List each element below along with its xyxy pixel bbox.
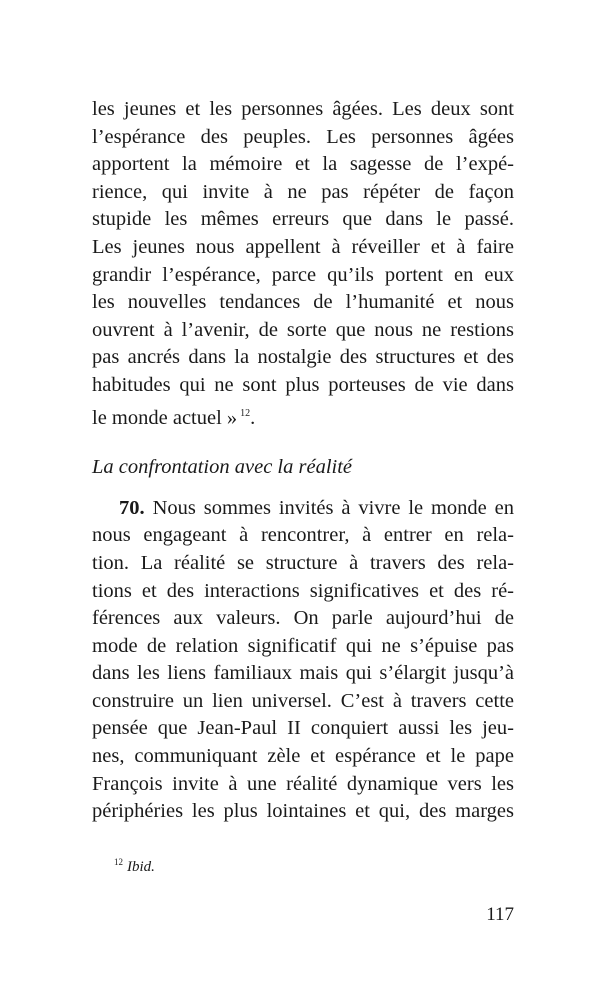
paragraph-number: 70. xyxy=(119,496,145,519)
footnote-mark: 12 xyxy=(114,857,123,867)
text-line-first xyxy=(92,495,514,523)
text-line: stupide les mêmes erreurs que dans le passé. xyxy=(92,208,514,231)
text-line: l’espérance des peuples. Les personnes âgées xyxy=(92,125,514,148)
paragraph-1 xyxy=(92,96,514,427)
page-body xyxy=(92,96,514,826)
footnote-text: Ibid. xyxy=(127,859,155,875)
first-line-text: Nous sommes invités à vivre le monde en xyxy=(152,496,514,519)
footnote xyxy=(114,852,155,877)
text-line: François invite à une réalité dynamique vers les xyxy=(92,772,514,795)
text-line-last xyxy=(92,400,514,428)
text-line: ouvrent à l’avenir, de sorte que nous ne restions xyxy=(92,318,514,341)
text-line: tion. La réalité se structure à travers des rela- xyxy=(92,551,514,574)
text-line: périphéries les plus lointaines et qui, des marges xyxy=(92,800,514,823)
text-line: Les jeunes nous appellent à réveiller et à faire xyxy=(92,235,514,258)
text-line: grandir l’espérance, parce qu’ils portent en eux xyxy=(92,263,514,286)
last-line-end: . xyxy=(250,406,256,429)
text-line: construire un lien universel. C’est à travers cette xyxy=(92,689,514,712)
paragraph-70 xyxy=(92,495,514,826)
last-line-text: le monde actuel » xyxy=(92,406,238,429)
text-line: nes, communiquant zèle et espérance et le pape xyxy=(92,745,514,768)
text-line: rience, qui invite à ne pas répéter de façon xyxy=(92,180,514,203)
text-line: pas ancrés dans la nostalgie des structures et des xyxy=(92,346,514,369)
section-heading: La confrontation avec la réalité xyxy=(92,456,353,479)
text-line: mode de relation significatif qui ne s’épuise pas xyxy=(92,634,514,657)
text-line: tions et des interactions significatives et des ré- xyxy=(92,579,514,602)
text-line: férences aux valeurs. On parle aujourd’hui de xyxy=(92,607,514,630)
text-line: apportent la mémoire et la sagesse de l’expé- xyxy=(92,153,514,176)
text-line: nous engageant à rencontrer, à entrer en rela- xyxy=(92,524,514,547)
text-line: les nouvelles tendances de l’humanité et nous xyxy=(92,291,514,314)
text-line: habitudes qui ne sont plus porteuses de vie dans xyxy=(92,373,514,396)
page-number: 117 xyxy=(486,904,514,925)
text-line: dans les liens familiaux mais qui s’élargit jusqu’à xyxy=(92,662,514,685)
footnote-reference[interactable]: 12 xyxy=(240,407,251,419)
text-line: les jeunes et les personnes âgées. Les deux sont xyxy=(92,98,514,120)
text-line: pensée que Jean-Paul II conquiert aussi les jeu- xyxy=(92,717,514,740)
